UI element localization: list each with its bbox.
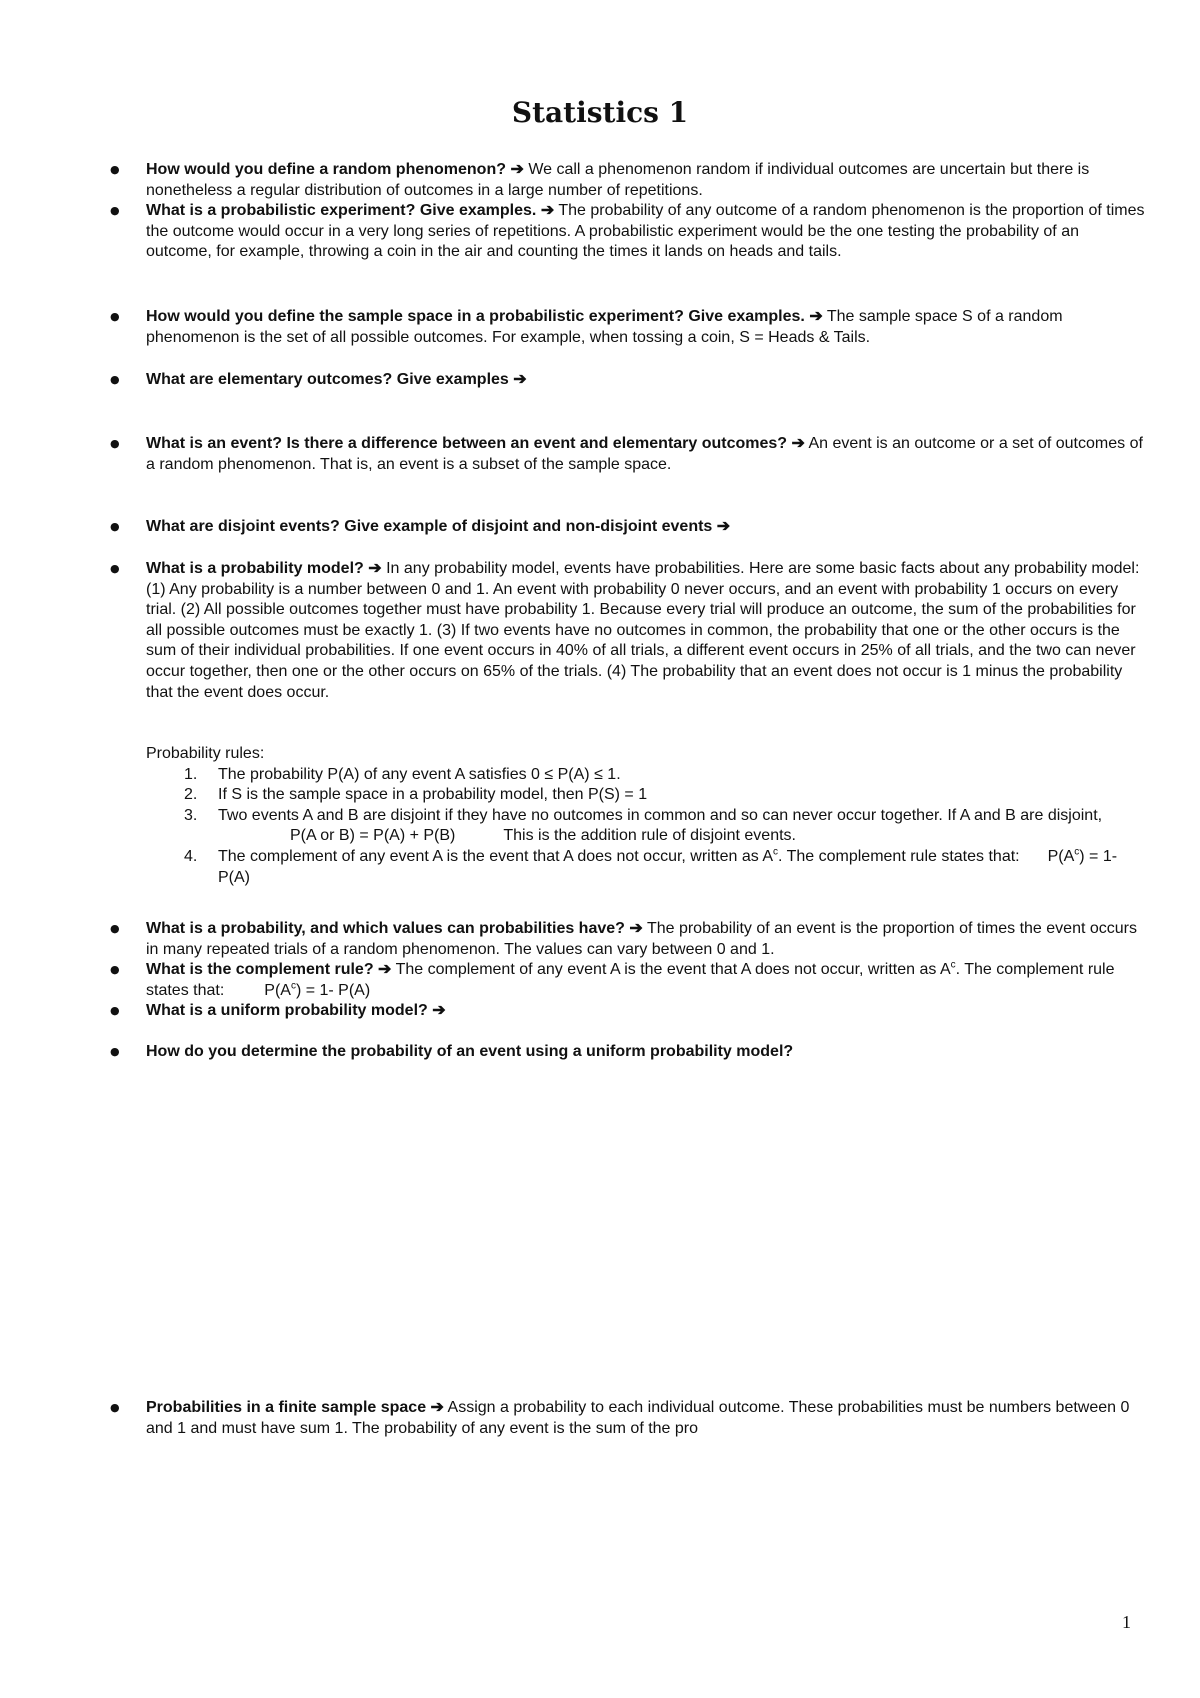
arrow-icon: ➔ [791, 435, 805, 452]
bullet-icon: ● [110, 1045, 120, 1058]
page-number: 1 [1122, 1612, 1131, 1632]
question-item [146, 307, 1146, 348]
question-item [146, 160, 1146, 201]
bullet-icon: ● [110, 562, 120, 575]
question-item [146, 434, 1146, 475]
question-text: What are disjoint events? Give example of disjoint and non-disjoint events [146, 518, 713, 535]
addition-formula: P(A or B) = P(A) + P(B) [290, 827, 456, 845]
arrow-icon: ➔ [510, 161, 524, 178]
arrow-icon: ➔ [629, 920, 643, 937]
rule-text: Two events A and B are disjoint if they have no outcomes in common and so can never occur together. If A and B are disjoint, [218, 806, 1103, 824]
question-item [146, 517, 1146, 538]
arrow-icon: ➔ [513, 371, 527, 388]
answer-text: We call a phenomenon random if individual outcomes are uncertain but there is nonetheless a regular distribution of outcomes in a large number of repetitions. [146, 161, 1090, 199]
rule-text: If S is the sample space in a probability model, then P(S) = 1 [218, 786, 648, 804]
rule-item [146, 847, 1146, 888]
question-text: What are elementary outcomes? Give examples [146, 371, 509, 388]
answer-text-tail: . The complement rule states that: [146, 961, 1115, 999]
arrow-icon: ➔ [368, 560, 382, 577]
question-item [146, 1001, 1146, 1022]
bullet-icon: ● [110, 963, 120, 976]
question-text: How would you define the sample space in a probabilistic experiment? Give examples. [146, 308, 805, 325]
rule-item [146, 785, 1146, 806]
bullet-icon: ● [110, 1401, 120, 1414]
answer-text: The probability of an event is the proportion of times the event occurs in many repeated trials of a random phenomenon. The values can vary between 0 and 1. [146, 920, 1137, 958]
question-text: What is a probabilistic experiment? Give examples. [146, 202, 537, 219]
answer-text: Assign a probability to each individual outcome. These probabilities must be numbers between 0 and 1 and must have sum 1. The probability of any event is the sum of the pro [146, 1399, 1130, 1437]
bullet-icon: ● [110, 1004, 120, 1017]
addition-rule-line [146, 826, 1146, 847]
bullet-icon: ● [110, 520, 120, 533]
answer-text: The sample space S of a random phenomenon is the set of all possible outcomes. For example, when tossing a coin, S = Heads & Tails. [146, 308, 1063, 346]
question-text: What is a probability, and which values can probabilities have? [146, 920, 625, 937]
rule-item [146, 765, 1146, 786]
answer-text: In any probability model, events have probabilities. Here are some basic facts about any probability model: (1) Any probability is a number between 0 and 1. An event with probability 0 never occurs, and an event with probability 1 occurs on every trial. (2) All possible outcomes together must have probability 1. Because every trial will produce an outcome, the sum of the probabilities for all possible outcomes must be exactly 1. (3) If two events have no outcomes in common, the probability that one or the other occurs is the sum of their individual probabilities. If one event occurs in 40% of all trials, a different event occurs in 25% of all trials, and the two can never occur together, then one or the other occurs on 65% of the trials. (4) The probability that an event does not occur is 1 minus the probability that the event does occur. [146, 560, 1140, 701]
rule-text-tail: . The complement rule states that: [778, 847, 1020, 865]
question-text: How would you define a random phenomenon? [146, 161, 506, 178]
question-item [146, 1398, 1146, 1439]
arrow-icon: ➔ [809, 308, 823, 325]
question-text: What is a uniform probability model? [146, 1002, 428, 1019]
question-text: What is the complement rule? [146, 961, 374, 978]
arrow-icon: ➔ [378, 961, 392, 978]
question-item [146, 370, 1146, 391]
arrow-icon: ➔ [432, 1002, 446, 1019]
bullet-icon: ● [110, 437, 120, 450]
arrow-icon: ➔ [716, 518, 731, 535]
question-item [146, 919, 1146, 960]
bullet-icon: ● [110, 163, 120, 176]
rule-number: 4. [184, 847, 198, 865]
rule-number: 1. [184, 765, 198, 783]
arrow-icon: ➔ [430, 1399, 444, 1416]
bullet-icon: ● [110, 310, 120, 323]
question-text: How do you determine the probability of an event using a uniform probability model? [146, 1043, 794, 1060]
addition-note: This is the addition rule of disjoint events. [503, 827, 796, 845]
page-title: Statistics 1 [511, 96, 689, 129]
superscript: c [773, 846, 778, 858]
question-item [146, 960, 1146, 1001]
bullet-icon: ● [110, 922, 120, 935]
question-text: Probabilities in a finite sample space [146, 1399, 427, 1416]
complement-formula: $P(A^c) = 1-$ P(A) [264, 980, 371, 999]
answer-text: The complement of any event A is the event that A does not occur, written as A [395, 961, 951, 978]
rule-number: 2. [184, 786, 198, 804]
question-item [146, 1042, 1146, 1063]
rule-number: 3. [184, 806, 198, 824]
rule-text: The probability P(A) of any event A satisfies 0 ≤ P(A) ≤ 1. [218, 765, 621, 783]
question-text: What is an event? Is there a difference between an event and elementary outcomes? [146, 435, 788, 452]
question-text: What is a probability model? [146, 560, 364, 577]
question-item [146, 559, 1146, 703]
arrow-icon: ➔ [540, 202, 555, 219]
bullet-icon: ● [110, 204, 120, 217]
superscript: c [950, 959, 956, 971]
bullet-icon: ● [110, 373, 120, 386]
question-item [146, 201, 1146, 263]
probability-rules [146, 744, 1146, 888]
rule-text: The complement of any event A is the event that A does not occur, written as A [218, 847, 773, 865]
answer-text: An event is an outcome or a set of outcomes of a random phenomenon. That is, an event is a subset of the sample space. [146, 435, 1143, 473]
rules-heading: Probability rules: [146, 745, 265, 762]
answer-text: The probability of any outcome of a random phenomenon is the proportion of times the outcome would occur in a very long series of repetitions. A probabilistic experiment would be the one testing the probability of an outcome, for example, throwing a coin in the air and counting the times it lands on heads and tails. [146, 202, 1145, 261]
rule-item [146, 806, 1146, 827]
complement-formula: $P(A^c) = 1-P(A)$ [218, 846, 1118, 886]
